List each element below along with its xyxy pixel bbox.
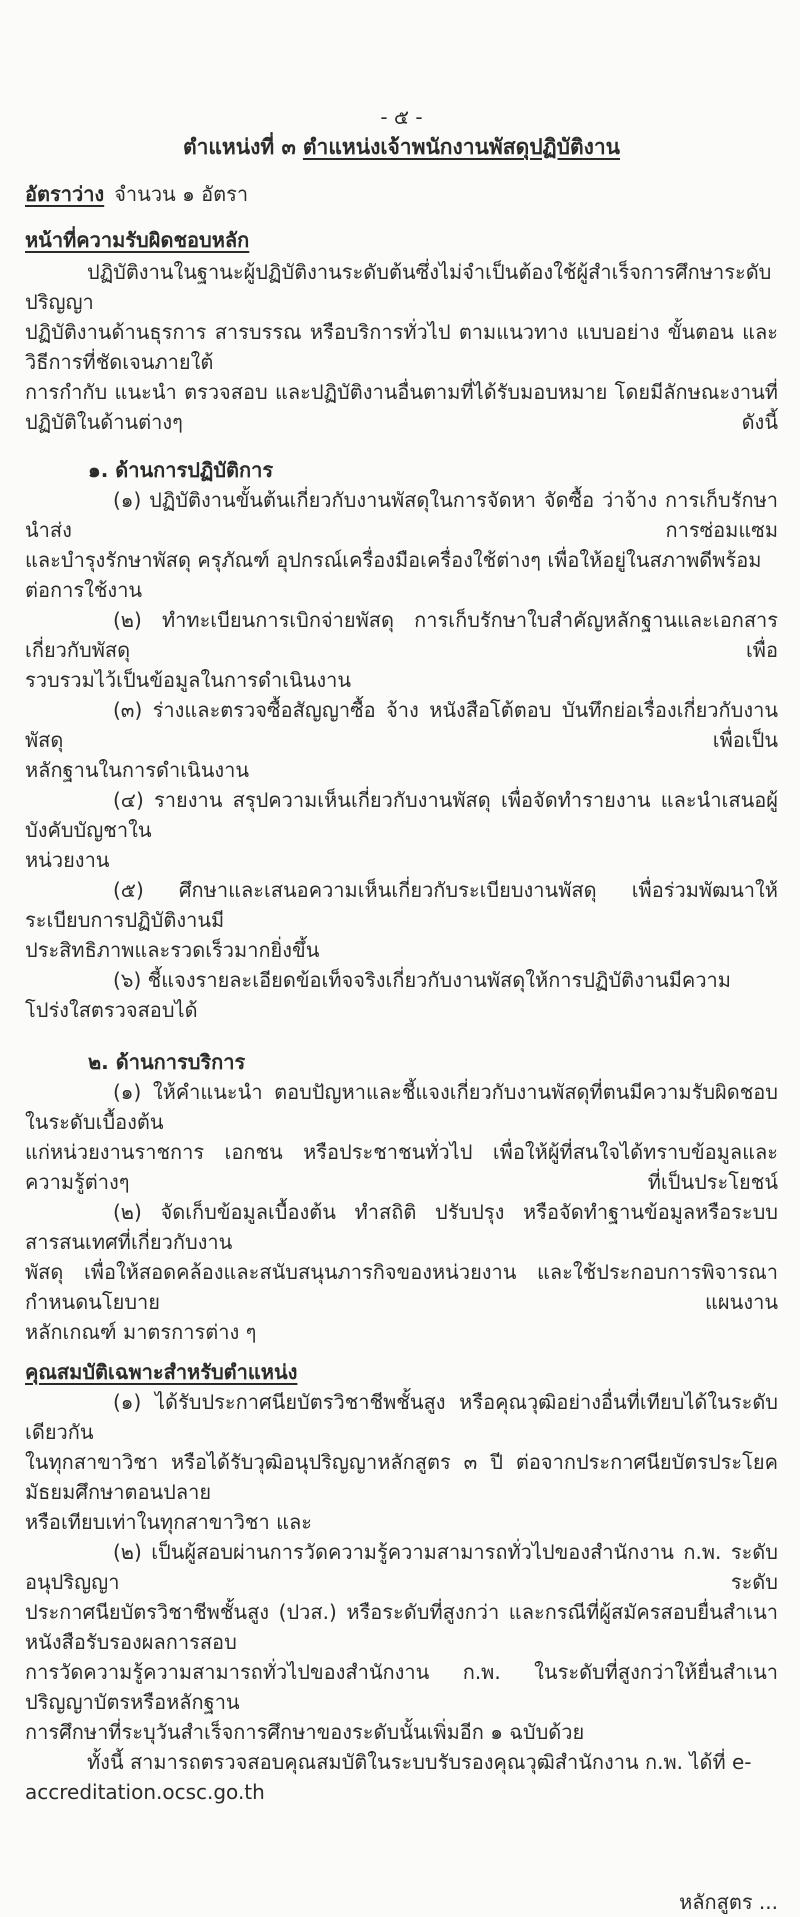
page-number: - ๕ - <box>380 105 423 129</box>
qualification-line: (๑) ได้รับประกาศนียบัตรวิชาชีพชั้นสูง หรือคุณวุฒิอย่างอื่นที่เทียบได้ในระดับเดียวกัน <box>25 1390 778 1444</box>
duty-item-line: รวบรวมไว้เป็นข้อมูลในการดำเนินงาน <box>25 668 352 692</box>
duty-item-line: แก่หน่วยงานราชการ เอกชน หรือประชาชนทั่วไป เพื่อให้ผู้ที่สนใจได้ทราบข้อมูลและความรู้ต่างๆ ที่เป็นประโยชน์ <box>25 1140 778 1194</box>
continuation-marker: หลักสูตร ... <box>679 1890 778 1914</box>
page-title <box>25 132 778 162</box>
duty-item-line: (๑) ให้คำแนะนำ ตอบปัญหาและชี้แจงเกี่ยวกับงานพัสดุที่ตนมีความรับผิดชอบในระดับเบื้องต้น <box>25 1080 778 1134</box>
duty-item-line: พัสดุ เพื่อให้สอดคล้องและสนับสนุนภารกิจของหน่วยงาน และใช้ประกอบการพิจารณากำหนดนโยบาย แผนงาน <box>25 1260 778 1314</box>
duty-item-line: (๔) รายงาน สรุปความเห็นเกี่ยวกับงานพัสดุ เพื่อจัดทำรายงาน และนำเสนอผู้บังคับบัญชาใน <box>25 788 778 842</box>
duty-item-line: และบำรุงรักษาพัสดุ ครุภัณฑ์ อุปกรณ์เครื่องมือเครื่องใช้ต่างๆ เพื่อให้อยู่ในสภาพดีพร้อมต่อการใช้งาน <box>25 548 762 602</box>
duties-intro-line: การกำกับ แนะนำ ตรวจสอบ และปฏิบัติงานอื่นตามที่ได้รับมอบหมาย โดยมีลักษณะงานที่ปฏิบัติในด้านต่างๆ ดังนี้ <box>25 380 778 434</box>
qualification-line: ในทุกสาขาวิชา หรือได้รับวุฒิอนุปริญญาหลักสูตร ๓ ปี ต่อจากประกาศนียบัตรประโยคมัธยมศึกษาตอนปลาย <box>25 1450 778 1504</box>
duty-item-line: (๒) ทำทะเบียนการเบิกจ่ายพัสดุ การเก็บรักษาใบสำคัญหลักฐานและเอกสารเกี่ยวกับพัสดุ เพื่อ <box>25 608 778 662</box>
qualification-line: การศึกษาที่ระบุวันสำเร็จการศึกษาของระดับนั้นเพิ่มอีก ๑ ฉบับด้วย <box>25 1720 585 1744</box>
duty-item-line: หลักเกณฑ์ มาตรการต่าง ๆ <box>25 1320 257 1344</box>
duties-heading: หน้าที่ความรับผิดชอบหลัก <box>25 228 250 252</box>
vacancy-label: อัตราว่าง <box>25 182 105 206</box>
title-position-name: ตำแหน่งเจ้าพนักงานพัสดุปฏิบัติงาน <box>302 135 621 159</box>
duty-item-line: หน่วยงาน <box>25 848 110 872</box>
duty-item-line: (๖) ชี้แจงรายละเอียดข้อเท็จจริงเกี่ยวกับงานพัสดุให้การปฏิบัติงานมีความโปร่งใสตรวจสอบได้ <box>25 968 731 1022</box>
section-2-heading: ๒. ด้านการบริการ <box>88 1050 246 1074</box>
qualifications-heading: คุณสมบัติเฉพาะสำหรับตำแหน่ง <box>25 1360 298 1384</box>
qualification-line: ประกาศนียบัตรวิชาชีพชั้นสูง (ปวส.) หรือระดับที่สูงกว่า และกรณีที่ผู้สมัครสอบยื่นสำเนาหนังสือรับรองผลการสอบ <box>25 1600 778 1654</box>
section-1-heading: ๑. ด้านการปฏิบัติการ <box>88 458 274 482</box>
qualification-line: การวัดความรู้ความสามารถทั่วไปของสำนักงาน ก.พ. ในระดับที่สูงกว่าให้ยื่นสำเนาปริญญาบัตรหรือหลักฐาน <box>25 1660 778 1714</box>
duty-item-line: (๕) ศึกษาและเสนอความเห็นเกี่ยวกับระเบียบงานพัสดุ เพื่อร่วมพัฒนาให้ระเบียบการปฏิบัติงานมี <box>25 878 778 932</box>
duty-item-line: (๒) จัดเก็บข้อมูลเบื้องต้น ทำสถิติ ปรับปรุง หรือจัดทำฐานข้อมูลหรือระบบสารสนเทศที่เกี่ยวกับงาน <box>25 1200 778 1254</box>
duty-item-line: (๓) ร่างและตรวจซื้อสัญญาซื้อ จ้าง หนังสือโต้ตอบ บันทึกย่อเรื่องเกี่ยวกับงานพัสดุ เพื่อเป็น <box>25 698 778 752</box>
duty-item-line: (๑) ปฏิบัติงานขั้นต้นเกี่ยวกับงานพัสดุในการจัดหา จัดซื้อ ว่าจ้าง การเก็บรักษา นำส่ง การซ่อมแซม <box>25 488 778 542</box>
title-prefix: ตำแหน่งที่ ๓ <box>182 135 296 159</box>
duty-item-line: ประสิทธิภาพและรวดเร็วมากยิ่งขึ้น <box>25 938 320 962</box>
qualification-note: ทั้งนี้ สามารถตรวจสอบคุณสมบัติในระบบรับรองคุณวุฒิสำนักงาน ก.พ. ได้ที่ e-accreditation.ocsc.go.th <box>25 1750 752 1804</box>
duties-intro-line: ปฏิบัติงานในฐานะผู้ปฏิบัติงานระดับต้นซึ่งไม่จำเป็นต้องใช้ผู้สำเร็จการศึกษาระดับปริญญา <box>25 260 772 314</box>
document-page <box>0 102 800 1914</box>
duties-intro-line: ปฏิบัติงานด้านธุรการ สารบรรณ หรือบริการทั่วไป ตามแนวทาง แบบอย่าง ขั้นตอน และวิธีการที่ชัดเจนภายใต้ <box>25 320 778 374</box>
qualification-line: (๒) เป็นผู้สอบผ่านการวัดความรู้ความสามารถทั่วไปของสำนักงาน ก.พ. ระดับอนุปริญญา ระดับ <box>25 1540 778 1594</box>
vacancy-value: จำนวน ๑ อัตรา <box>114 182 249 206</box>
vacancy-line <box>25 179 778 209</box>
duty-item-line: หลักฐานในการดำเนินงาน <box>25 758 250 782</box>
qualification-line: หรือเทียบเท่าในทุกสาขาวิชา และ <box>25 1510 312 1534</box>
